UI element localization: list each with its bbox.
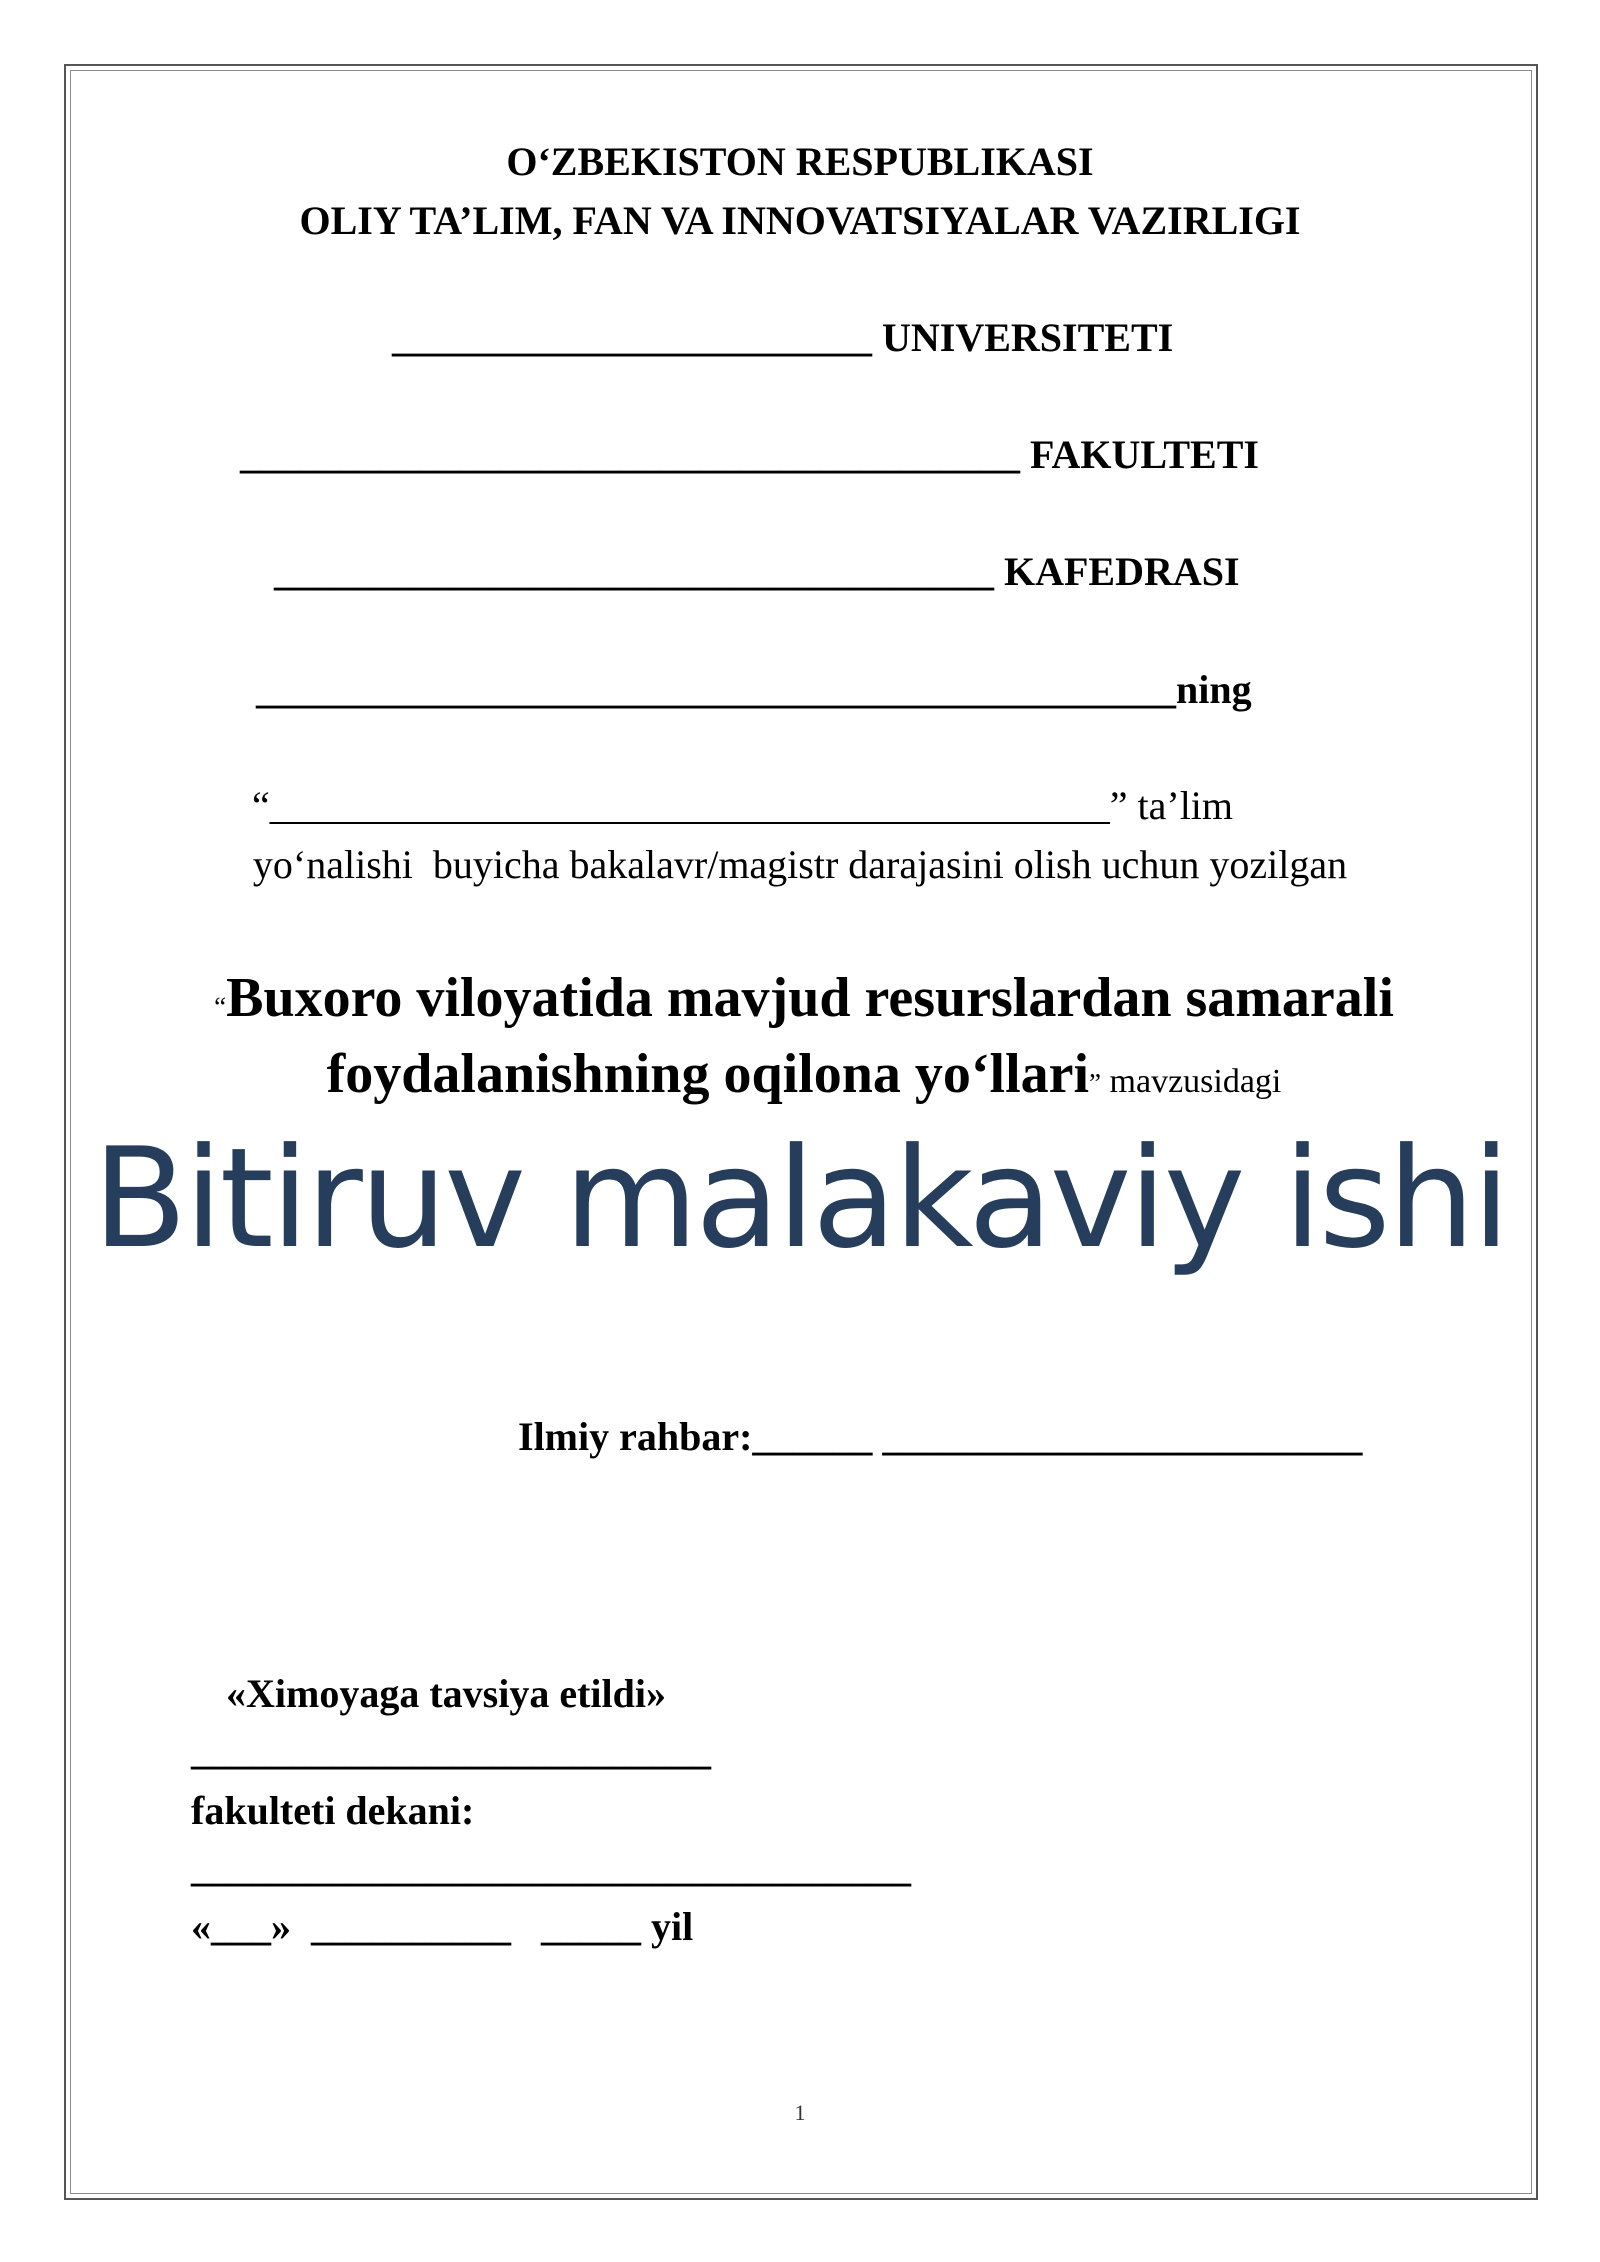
dean-label: fakulteti dekani: [191,1788,475,1833]
document-title: Bitiruv malakaviy ishi [92,1118,1508,1279]
topic-text-1: Buxoro viloyatida mavjud resurslardan samarali [226,967,1394,1029]
student-name-field: ______________________________________________ning [256,667,1252,712]
thesis-topic-line-1 [0,948,1600,1030]
university-field: ________________________ UNIVERSITETI [392,315,1174,360]
recommendation-label: «Ximoyaga tavsiya etildi» [226,1671,666,1716]
faculty-field: _______________________________________ FAKULTETI [240,432,1259,477]
ministry-country: O‘ZBEKISTON RESPUBLIKASI [506,139,1094,184]
topic-text-2: foydalanishning oqilona yo‘llari [326,1043,1090,1105]
thesis-topic-line-2 [0,1024,1600,1106]
degree-statement: yo‘nalishi buyicha bakalavr/magistr darajasini olish uchun yozilgan [252,842,1348,887]
ministry-name: OLIY TA’LIM, FAN VA INNOVATSIYALAR VAZIRLIGI [299,198,1301,243]
recommendation-faculty-line: __________________________ [191,1728,711,1773]
topic-close-quote: ” [1089,1068,1102,1098]
department-field: ____________________________________ KAFEDRASI [274,549,1240,594]
topic-open-quote: “ [214,992,227,1022]
supervisor-field: Ilmiy rahbar:______ ________________________ [518,1414,1363,1459]
education-direction-field: “__________________________________________” ta’lim [252,783,1234,828]
defense-date-field: «___» __________ _____ yil [191,1904,694,1949]
dean-signature-line: ____________________________________ [191,1845,911,1890]
topic-suffix: mavzusidagi [1101,1063,1282,1100]
page-number: 1 [794,2100,806,2125]
